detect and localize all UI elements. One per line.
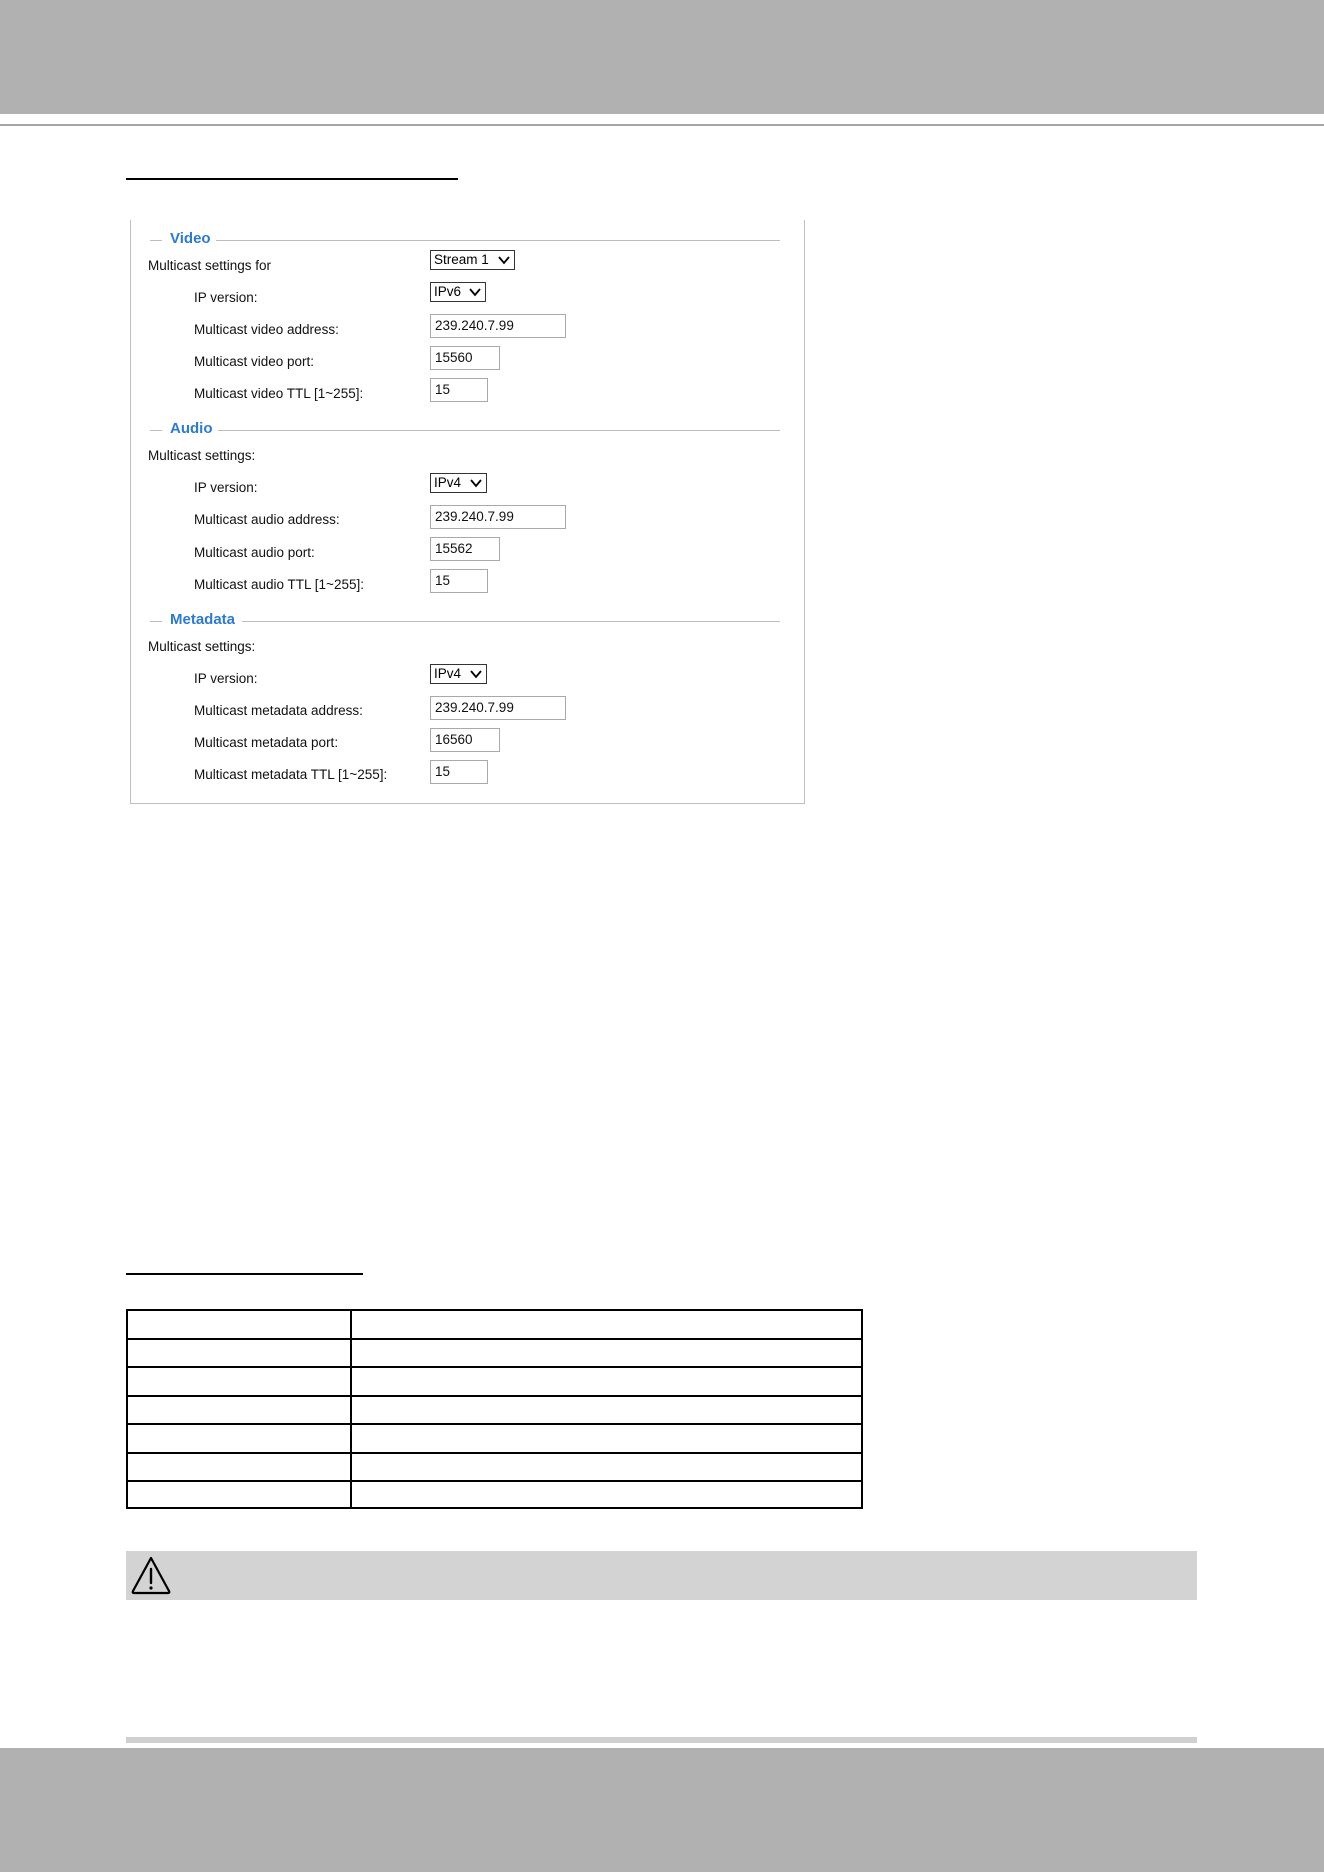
metadata-settings-label: Multicast settings: xyxy=(148,639,256,654)
table-row xyxy=(128,1423,861,1425)
video-port-input[interactable]: 15560 xyxy=(430,346,500,370)
metadata-legend-title: Metadata xyxy=(170,611,236,628)
chevron-down-icon xyxy=(468,285,482,299)
table-row xyxy=(128,1338,861,1340)
metadata-legend xyxy=(150,609,780,633)
video-legend-title: Video xyxy=(170,230,211,247)
metadata-ip-version-label: IP version: xyxy=(194,671,258,686)
table-row xyxy=(128,1395,861,1397)
audio-ttl-input[interactable]: 15 xyxy=(430,569,488,593)
metadata-address-label: Multicast metadata address: xyxy=(194,703,363,718)
audio-legend-title: Audio xyxy=(170,420,213,437)
page-header-band xyxy=(0,0,1324,114)
chevron-down-icon xyxy=(469,667,483,681)
metadata-ttl-label: Multicast metadata TTL [1~255]: xyxy=(194,767,388,782)
video-legend xyxy=(150,228,780,252)
audio-address-input[interactable]: 239.240.7.99 xyxy=(430,505,566,529)
audio-address-label: Multicast audio address: xyxy=(194,512,340,527)
metadata-address-input[interactable]: 239.240.7.99 xyxy=(430,696,566,720)
audio-ip-version-label: IP version: xyxy=(194,480,258,495)
section-heading-underline xyxy=(126,1273,363,1275)
video-multicast-for-label: Multicast settings for xyxy=(148,258,272,273)
video-ttl-input[interactable]: 15 xyxy=(430,378,488,402)
video-ttl-label: Multicast video TTL [1~255]: xyxy=(194,386,364,401)
reference-table xyxy=(126,1309,863,1509)
header-divider xyxy=(0,124,1324,126)
chevron-down-icon xyxy=(497,253,511,267)
metadata-port-input[interactable]: 16560 xyxy=(430,728,500,752)
page-footer-band xyxy=(0,1748,1324,1872)
video-ip-version-label: IP version: xyxy=(194,290,258,305)
metadata-ip-version-select[interactable]: IPv4 xyxy=(430,664,487,684)
audio-legend xyxy=(150,418,780,442)
footer-divider xyxy=(126,1737,1197,1743)
table-row xyxy=(128,1366,861,1368)
metadata-ttl-input[interactable]: 15 xyxy=(430,760,488,784)
audio-port-label: Multicast audio port: xyxy=(194,545,315,560)
warning-icon xyxy=(129,1554,173,1596)
audio-port-input[interactable]: 15562 xyxy=(430,537,500,561)
section-heading-underline xyxy=(126,178,458,180)
audio-settings-label: Multicast settings: xyxy=(148,448,256,463)
audio-ttl-label: Multicast audio TTL [1~255]: xyxy=(194,577,364,592)
video-address-input[interactable]: 239.240.7.99 xyxy=(430,314,566,338)
table-column-divider xyxy=(350,1311,352,1507)
chevron-down-icon xyxy=(469,476,483,490)
video-stream-select[interactable]: Stream 1 xyxy=(430,250,515,270)
video-address-label: Multicast video address: xyxy=(194,322,339,337)
metadata-port-label: Multicast metadata port: xyxy=(194,735,339,750)
audio-ip-version-select[interactable]: IPv4 xyxy=(430,473,487,493)
table-row xyxy=(128,1452,861,1454)
video-port-label: Multicast video port: xyxy=(194,354,315,369)
table-row xyxy=(128,1480,861,1482)
video-ip-version-select[interactable]: IPv6 xyxy=(430,282,486,302)
caution-note-bar xyxy=(126,1551,1197,1600)
